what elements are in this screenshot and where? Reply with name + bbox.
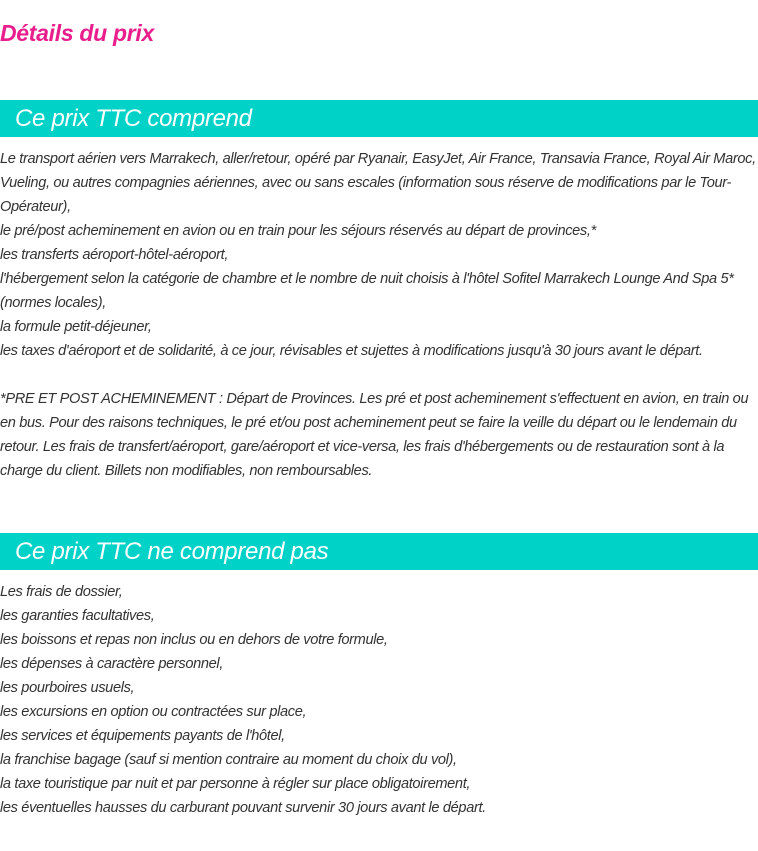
list-item: le pré/post acheminement en avion ou en train pour les séjours réservés au départ de provinces,* [0,223,596,239]
excluded-section-header: Ce prix TTC ne comprend pas [0,533,758,570]
list-item: la franchise bagage (sauf si mention contraire au moment du choix du vol), [0,752,457,768]
note-text: *PRE ET POST ACHEMINEMENT : Départ de Provinces. Les pré et post acheminement s'effectuent en avion, en train ou en bus. Pour des raisons techniques, le pré et/ou post acheminement peut se faire la veille du départ ou le lendemain du retour. Les frais de transfert/aéroport, gare/aéroport et vice-versa, les frais d'hébergements ou de restauration sont à la charge du client. Billets non modifiables, non remboursables. [0,391,749,479]
included-list [0,147,756,363]
excluded-list [0,580,756,820]
list-item: Le transport aérien vers Marrakech, aller/retour, opéré par Ryanair, EasyJet, Air France, Transavia France, Royal Air Maroc, Vueling, ou autres compagnies aériennes, avec ou sans escales (information sous réserve de modifications par le Tour- Opérateur), [0,151,756,215]
acheminement-note [0,387,756,483]
list-item: les pourboires usuels, [0,680,135,696]
list-item: les services et équipements payants de l'hôtel, [0,728,285,744]
list-item: la taxe touristique par nuit et par personne à régler sur place obligatoirement, [0,776,471,792]
page-title: Détails du prix [0,20,154,46]
list-item: Les frais de dossier, [0,584,123,600]
included-section-header: Ce prix TTC comprend [0,100,758,137]
list-item: les taxes d'aéroport et de solidarité, à ce jour, révisables et sujettes à modifications jusqu'à 30 jours avant le départ. [0,343,703,359]
list-item: les boissons et repas non inclus ou en dehors de votre formule, [0,632,388,648]
list-item: les excursions en option ou contractées sur place, [0,704,307,720]
list-item: les garanties facultatives, [0,608,155,624]
list-item: les dépenses à caractère personnel, [0,656,224,672]
list-item: la formule petit-déjeuner, [0,319,152,335]
list-item: les éventuelles hausses du carburant pouvant survenir 30 jours avant le départ. [0,800,486,816]
list-item: l'hébergement selon la catégorie de chambre et le nombre de nuit choisis à l'hôtel Sofitel Marrakech Lounge And Spa 5* (normes locales), [0,271,734,311]
list-item: les transferts aéroport-hôtel-aéroport, [0,247,229,263]
